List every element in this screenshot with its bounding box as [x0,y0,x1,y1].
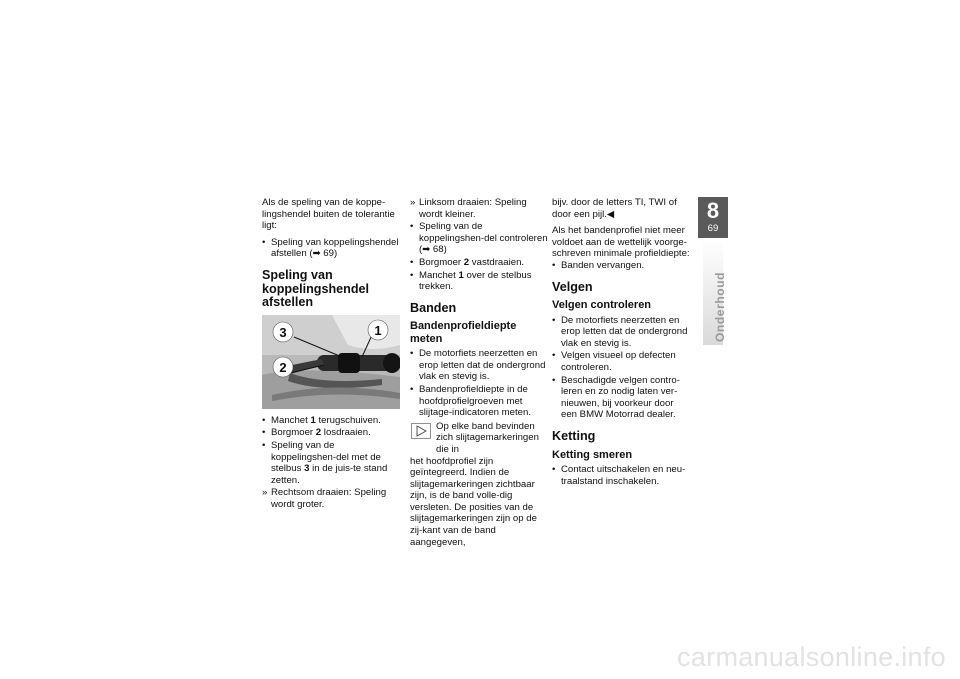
column-1 [262,197,400,513]
step-text: Borgmoer [271,427,316,439]
step-text: vastdraaien. [469,256,525,268]
part-number: 1 [458,269,464,281]
list-item: • Banden vervangen. [552,260,690,272]
section-heading-chain: Ketting [552,428,596,443]
list-item [410,270,548,293]
list-item [262,427,400,439]
clutch-steps-list [262,415,400,511]
part-number: 2 [463,256,470,268]
intro-list [262,237,400,260]
part-number: 2 [315,427,322,439]
section-heading-clutch-play: Speling van koppelingshendel afstellen [262,267,370,310]
note-block [410,421,548,549]
step-text: Manchet [271,414,311,426]
list-item [410,221,548,256]
rims-list [552,315,690,421]
list-item: • Speling van koppelingshendel afstellen (➡ 69) [262,237,400,260]
list-item: • Beschadigde velgen contro-leren en zo nodig laten ver-nieuwen, bij voorkeur door een BMW Motorrad dealer. [552,375,690,421]
column-3 [552,197,690,489]
figure-label-2: 2 [279,359,287,375]
chapter-side-label: Onderhoud [713,271,727,342]
list-item: • Velgen visueel op defecten controleren. [552,350,690,373]
note-text-continued: het hoofdprofiel zijn geïntegreerd. Indien de slijtagemarkeringen zichtbaar zijn, is de band volle-dig versleten. De posities van de slijtagemarkeringen zijn op de zij-kant van de band aangegeven, [410,455,537,548]
step-text: Borgmoer [419,256,464,268]
list-item: • De motorfiets neerzetten en erop letten dat de ondergrond vlak en stevig is. [410,348,548,383]
list-item [410,257,548,269]
part-number: 1 [310,414,316,426]
list-item [262,415,400,427]
tread-action-list [552,260,690,272]
result-item [410,197,548,220]
clutch-steps-continued [410,197,548,293]
step-text: terugschuiven. [315,414,381,426]
result-item: » Rechtsom draaien: Speling wordt groter. [262,487,400,510]
chapter-number: 8 [706,198,720,223]
intro-text: Als de speling van de koppe-lingshendel buiten de tolerantie ligt: [262,197,395,232]
chapter-tab [698,197,728,238]
note-triangle-icon [411,423,431,439]
tread-paragraph: Als het bandenprofiel niet meer voldoet aan de wettelijk voorge-schreven minimale profieldiepte: [552,225,690,260]
clutch-lever-photo [262,315,400,409]
list-item: • Contact uitschakelen en neu-traalstand inschakelen. [552,464,690,487]
part-number: 3 [304,463,310,475]
step-text: Speling van de koppelingshen-del met de stelbus [271,439,381,475]
list-item: • Bandenprofieldiepte in de hoofdprofielgroeven met slijtage-indicatoren meten. [410,384,548,419]
step-text: Manchet [419,269,459,281]
note-text: Op elke band bevinden zich slijtagemarkeringen die in [436,420,539,455]
section-heading-tyres: Banden [410,300,457,315]
list-item: • De motorfiets neerzetten en erop letten dat de ondergrond vlak en stevig is. [552,315,690,350]
tread-depth-list [410,348,548,419]
subheading-lubricate-chain: Ketting smeren [552,448,633,461]
step-text: over de stelbus trekken. [419,269,532,293]
step-text: Linksom draaien: Speling wordt kleiner. [419,197,527,220]
clutch-lever-figure [262,315,400,409]
figure-label-3: 3 [279,324,287,340]
subheading-check-rims: Velgen controleren [552,299,652,312]
subheading-tread-depth: Bandenprofieldiepte meten [410,320,517,345]
watermark: carmanualsonline.info [677,642,946,672]
note-continuation: bijv. door de letters TI, TWI of door een pijl.◀ [552,197,677,220]
column-2 [410,197,548,548]
list-item [262,440,400,486]
figure-label-1: 1 [374,322,382,338]
step-text: Speling van de koppelingshen-del controleren (➡ 68) [419,221,548,256]
section-heading-rims: Velgen [552,279,593,294]
chain-list [552,464,690,487]
step-text: in de juis-te stand zetten. [271,463,388,486]
page-number: 69 [707,223,719,234]
step-text: losdraaien. [321,427,371,439]
